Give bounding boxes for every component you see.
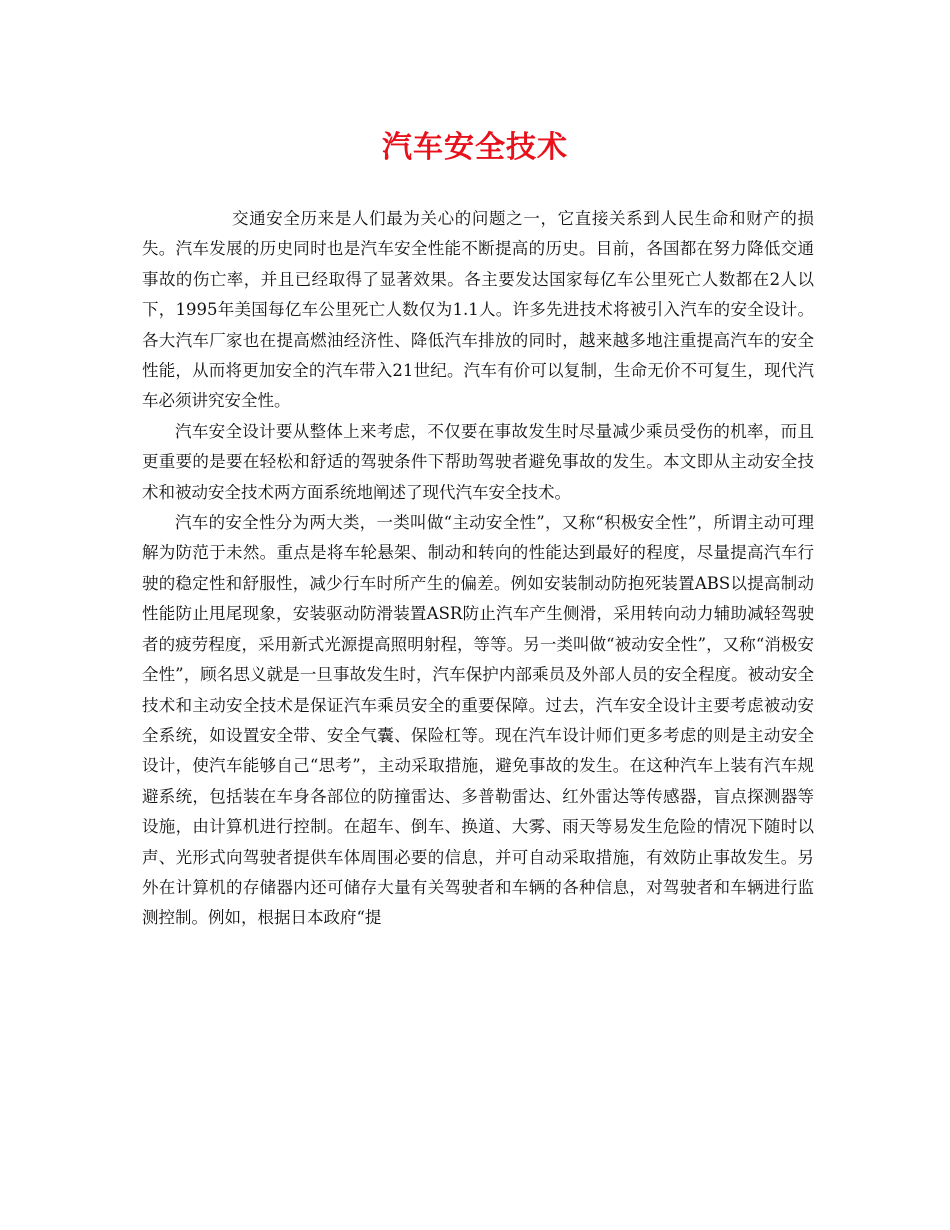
paragraph-design: 汽车安全设计要从整体上来考虑，不仅要在事故发生时尽量减少乘员受伤的机率，而且更重要的是要在轻松和舒适的驾驶条件下帮助驾驶者避免事故的发生。本文即从主动安全技术和被动安全技术两方面系统地阐述了现代汽车安全技术。 [142, 421, 814, 502]
page-title: 汽车安全技术 [382, 130, 568, 165]
document-body [142, 204, 814, 934]
paragraph-safety-types: 汽车的安全性分为两大类，一类叫做“主动安全性”，又称“积极安全性”，所谓主动可理解为防范于未然。重点是将车轮悬架、制动和转向的性能达到最好的程度，尽量提高汽车行驶的稳定性和舒服性，减少行车时所产生的偏差。例如安装制动防抱死装置ABS以提高制动性能防止甩尾现象，安装驱动防滑装置ASR防止汽车产生侧滑，采用转向动力辅助减轻驾驶者的疲劳程度，采用新式光源提高照明射程，等等。另一类叫做“被动安全性”，又称“消极安全性”，顾名思义就是一旦事故发生时，汽车保护内部乘员及外部人员的安全程度。被动安全技术和主动安全技术是保证汽车乘员安全的重要保障。过去，汽车安全设计主要考虑被动安全系统，如设置安全带、安全气囊、保险杠等。现在汽车设计师们更多考虑的则是主动安全设计，使汽车能够自己“思考”，主动采取措施，避免事故的发生。在这种汽车上装有汽车规避系统，包括装在车身各部位的防撞雷达、多普勒雷达、红外雷达等传感器，盲点探测器等设施，由计算机进行控制。在超车、倒车、换道、大雾、雨天等易发生危险的情况下随时以声、光形式向驾驶者提供车体周围必要的信息，并可自动采取措施，有效防止事故发生。另外在计算机的存储器内还可储存大量有关驾驶者和车辆的各种信息，对驾驶者和车辆进行监测控制。例如，根据日本政府“提 [142, 513, 814, 928]
paragraph-intro: 交通安全历来是人们最为关心的问题之一，它直接关系到人民生命和财产的损失。汽车发展的历史同时也是汽车安全性能不断提高的历史。目前，各国都在努力降低交通事故的伤亡率，并且已经取得了显著效果。各主要发达国家每亿车公里死亡人数都在2人以下，1995年美国每亿车公里死亡人数仅为1.1人。许多先进技术将被引入汽车的安全设计。各大汽车厂家也在提高燃油经济性、降低汽车排放的同时，越来越多地注重提高汽车的安全性能，从而将更加安全的汽车带入21世纪。汽车有价可以复制，生命无价不可复生，现代汽车必须讲究安全性。 [142, 209, 814, 411]
